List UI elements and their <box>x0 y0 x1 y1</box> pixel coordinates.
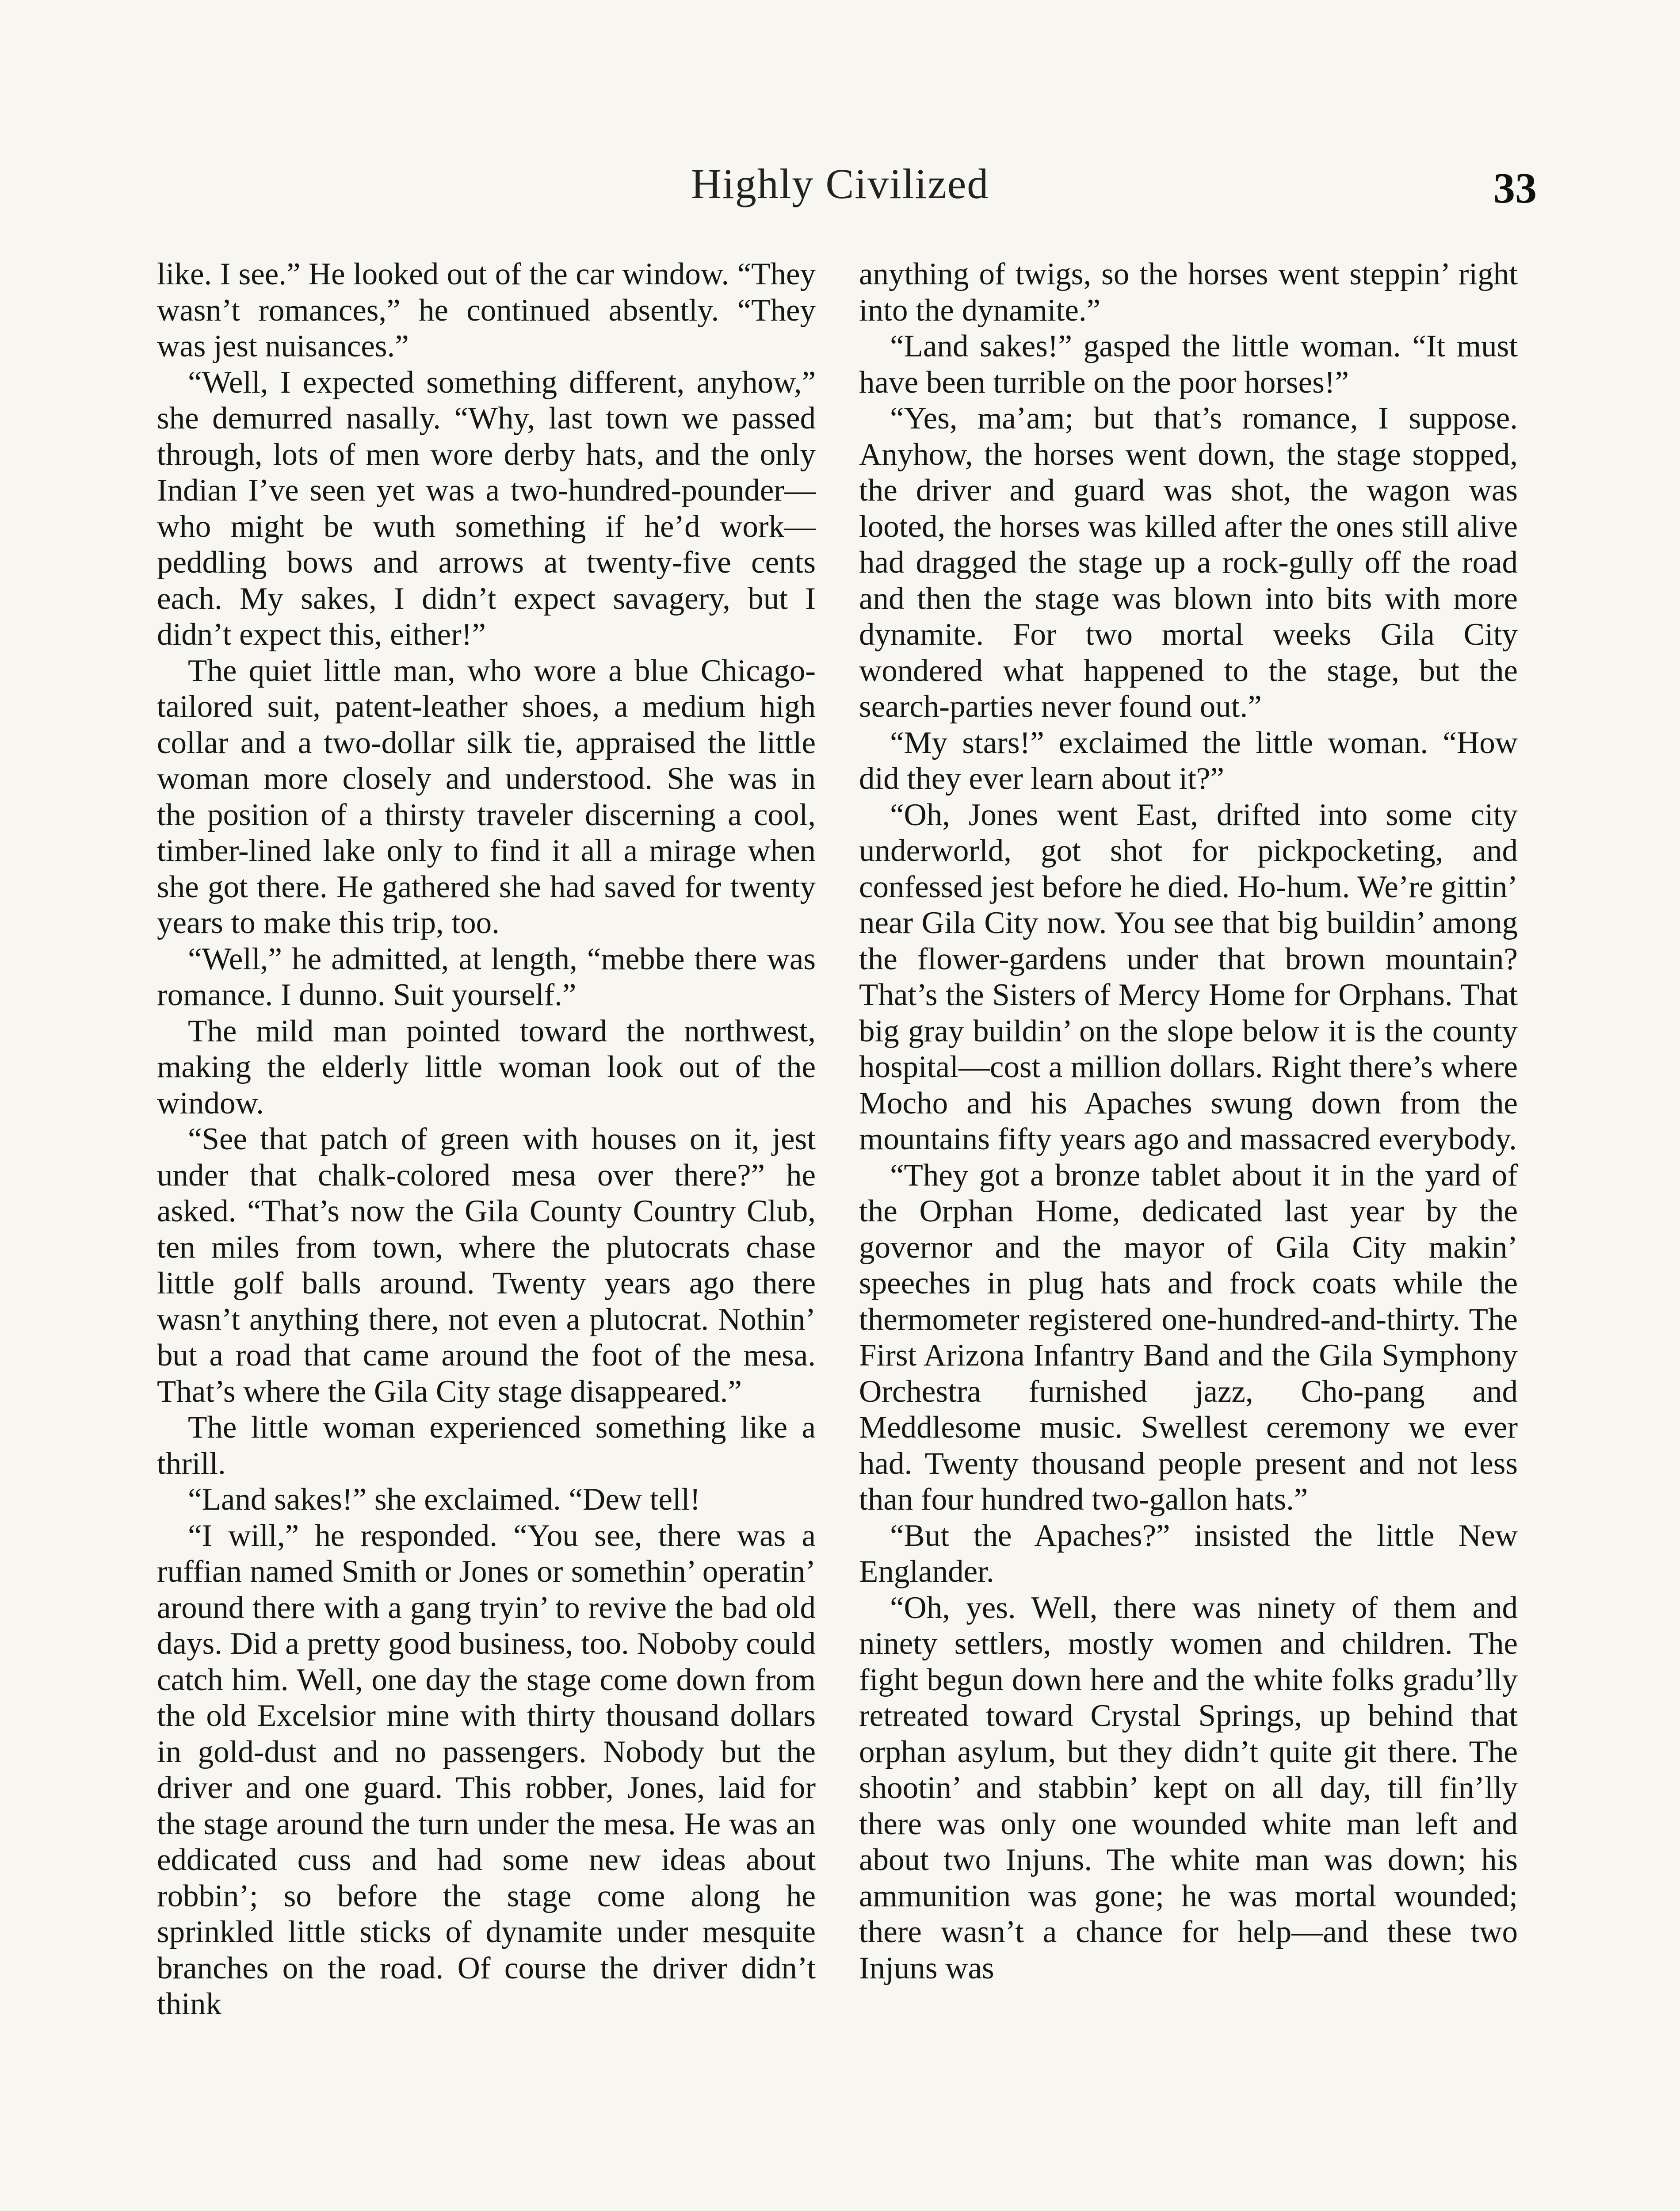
paragraph: “I will,” he responded. “You see, there was a ruffian named Smith or Jones or somethin’ operatin’ around there with a gang tryin’ to revive the bad old days. Did a pretty good business, too. Noboby could catch him. Well, one day the stage come down from the old Excelsior mine with thirty thousand dollars in gold-dust and no passengers. Nobody but the driver and one guard. This robber, Jones, laid for the stage around the turn under the mesa. He was an eddicated cuss and had some new ideas about robbin’; so before the stage come along he sprinkled little sticks of dynamite under mesquite branches on the road. Of course the driver didn’t think <box>157 1518 816 2021</box>
paragraph: “See that patch of green with houses on it, jest under that chalk-colored mesa over there?” he asked. “That’s now the Gila County Country Club, ten miles from town, where the plutocrats chase little golf balls around. Twenty years ago there wasn’t anything there, not even a plutocrat. Nothin’ but a road that came around the foot of the mesa. That’s where the Gila City stage disappeared.” <box>157 1122 816 1409</box>
paragraph: “Land sakes!” gasped the little woman. “It must have been turrible on the poor horses!” <box>859 329 1518 400</box>
paragraph: “Land sakes!” she exclaimed. “Dew tell! <box>188 1482 701 1517</box>
paragraph: “Oh, yes. Well, there was ninety of them and ninety settlers, mostly women and children. The fight begun down here and the white folks gradu’lly retreated toward Crystal Springs, up behind that orphan asylum, but they didn’t quite git there. The shootin’ and stabbin’ kept on all day, till fin’lly there was only one wounded white man left and about two Injuns. The white man was down; his ammunition was gone; he was mortal wounded; there wasn’t a chance for help—and these two Injuns was <box>859 1590 1518 1985</box>
paragraph: “Yes, ma’am; but that’s romance, I suppose. Anyhow, the horses went down, the stage stopped, the driver and guard was shot, the wagon was looted, the horses was killed after the ones still alive had dragged the stage up a rock-gully off the road and then the stage was blown into bits with more dynamite. For two mortal weeks Gila City wondered what happened to the stage, but the search-parties never found out.” <box>859 401 1518 724</box>
paragraph: anything of twigs, so the horses went steppin’ right into the dynamite.” <box>859 257 1518 328</box>
paragraph: “My stars!” exclaimed the little woman. “How did they ever learn about it?” <box>859 725 1518 796</box>
paragraph: “Well,” he admitted, at length, “mebbe there was romance. I dunno. Suit yourself.” <box>157 941 816 1012</box>
paragraph: “They got a bronze tablet about it in the yard of the Orphan Home, dedicated last year by the governor and the mayor of Gila City makin’ speeches in plug hats and frock coats while the thermometer registered one-hundred-and-thirty. The First Arizona Infantry Band and the Gila Symphony Orchestra furnished jazz, Cho-pang and Meddlesome music. Swellest ceremony we ever had. Twenty thousand people present and not less than four hundred two-gallon hats.” <box>859 1158 1518 1517</box>
paragraph: “But the Apaches?” insisted the little New Englander. <box>859 1518 1518 1589</box>
running-title: Highly Civilized <box>691 160 989 207</box>
paragraph: “Oh, Jones went East, drifted into some city underworld, got shot for pickpocketing, and confessed jest before he died. Ho-hum. We’re gittin’ near Gila City now. You see that big buildin’ among the flower-gardens under that brown mountain? That’s the Sisters of Mercy Home for Orphans. That big gray buildin’ on the slope below it is the county hospital—cost a million dollars. Right there’s where Mocho and his Apaches swung down from the mountains fifty years ago and massacred everybody. <box>859 797 1518 1156</box>
paragraph: like. I see.” He looked out of the car window. “They wasn’t romances,” he continued absently. “They was jest nuisances.” <box>157 257 816 363</box>
paragraph: The quiet little man, who wore a blue Chicago-tailored suit, patent-leather shoes, a medium high collar and a two-dollar silk tie, appraised the little woman more closely and understood. She was in the position of a thirsty traveler discerning a cool, timber-lined lake only to find it all a mirage when she got there. He gathered she had saved for twenty years to make this trip, too. <box>157 653 816 940</box>
left-column <box>157 256 816 2023</box>
paragraph: “Well, I expected something different, anyhow,” she demurred nasally. “Why, last town we passed through, lots of men wore derby hats, and the only Indian I’ve seen yet was a two-hundred-pounder—who might be wuth something if he’d work—peddling bows and arrows at twenty-five cents each. My sakes, I didn’t expect savagery, but I didn’t expect this, either!” <box>157 365 816 652</box>
page-number: 33 <box>1493 164 1537 212</box>
paragraph: The little woman experienced something like a thrill. <box>157 1410 816 1481</box>
right-column <box>859 256 1518 1986</box>
paragraph: The mild man pointed toward the northwest, making the elderly little woman look out of the window. <box>157 1014 816 1121</box>
